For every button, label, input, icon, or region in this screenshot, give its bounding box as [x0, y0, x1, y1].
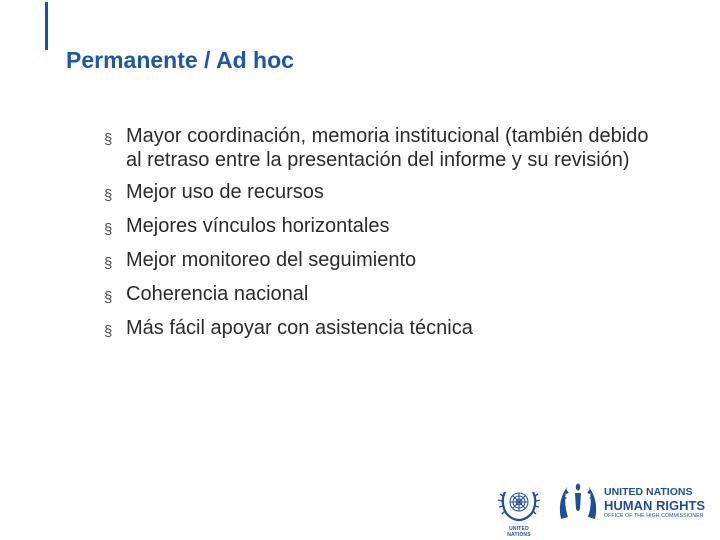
accent-bar	[45, 2, 48, 50]
bullet-text: Mejores vínculos horizontales	[126, 215, 390, 237]
bullet-text: Más fácil apoyar con asistencia técnica	[126, 317, 473, 339]
bullet-icon: §	[104, 221, 113, 238]
bullet-text: Mejor monitoreo del seguimiento	[126, 249, 417, 271]
bullet-icon: §	[104, 187, 113, 204]
un-emblem-caption: UNITED NATIONS	[507, 526, 531, 538]
bullet-text: Mejor uso de recursos	[126, 181, 324, 203]
bullet-icon: §	[104, 255, 113, 272]
bullet-text: Mayor coordinación, memoria institucional (también debido al retraso entre la presentación del informe y su revisión)	[126, 125, 649, 171]
bullet-item	[104, 214, 664, 238]
un-emblem-icon	[494, 482, 544, 526]
bullet-item	[104, 180, 664, 204]
bullet-icon: §	[104, 131, 113, 148]
bullet-item	[104, 124, 664, 172]
ohchr-line-office: OFFICE OF THE HIGH COMMISSIONER	[604, 512, 704, 519]
bullet-list	[104, 124, 664, 350]
ohchr-line-human-rights: HUMAN RIGHTS	[604, 497, 706, 513]
bullet-item	[104, 316, 664, 340]
bullet-text: Coherencia nacional	[126, 283, 309, 305]
ohchr-wordmark	[604, 487, 705, 519]
bullet-icon: §	[104, 323, 113, 340]
bullet-icon: §	[104, 289, 113, 306]
bullet-item	[104, 282, 664, 306]
bullet-item	[104, 248, 664, 272]
ohchr-line-un: UNITED NATIONS	[604, 486, 693, 498]
slide-title: Permanente / Ad hoc	[66, 47, 294, 73]
ohchr-emblem-icon	[555, 479, 601, 525]
